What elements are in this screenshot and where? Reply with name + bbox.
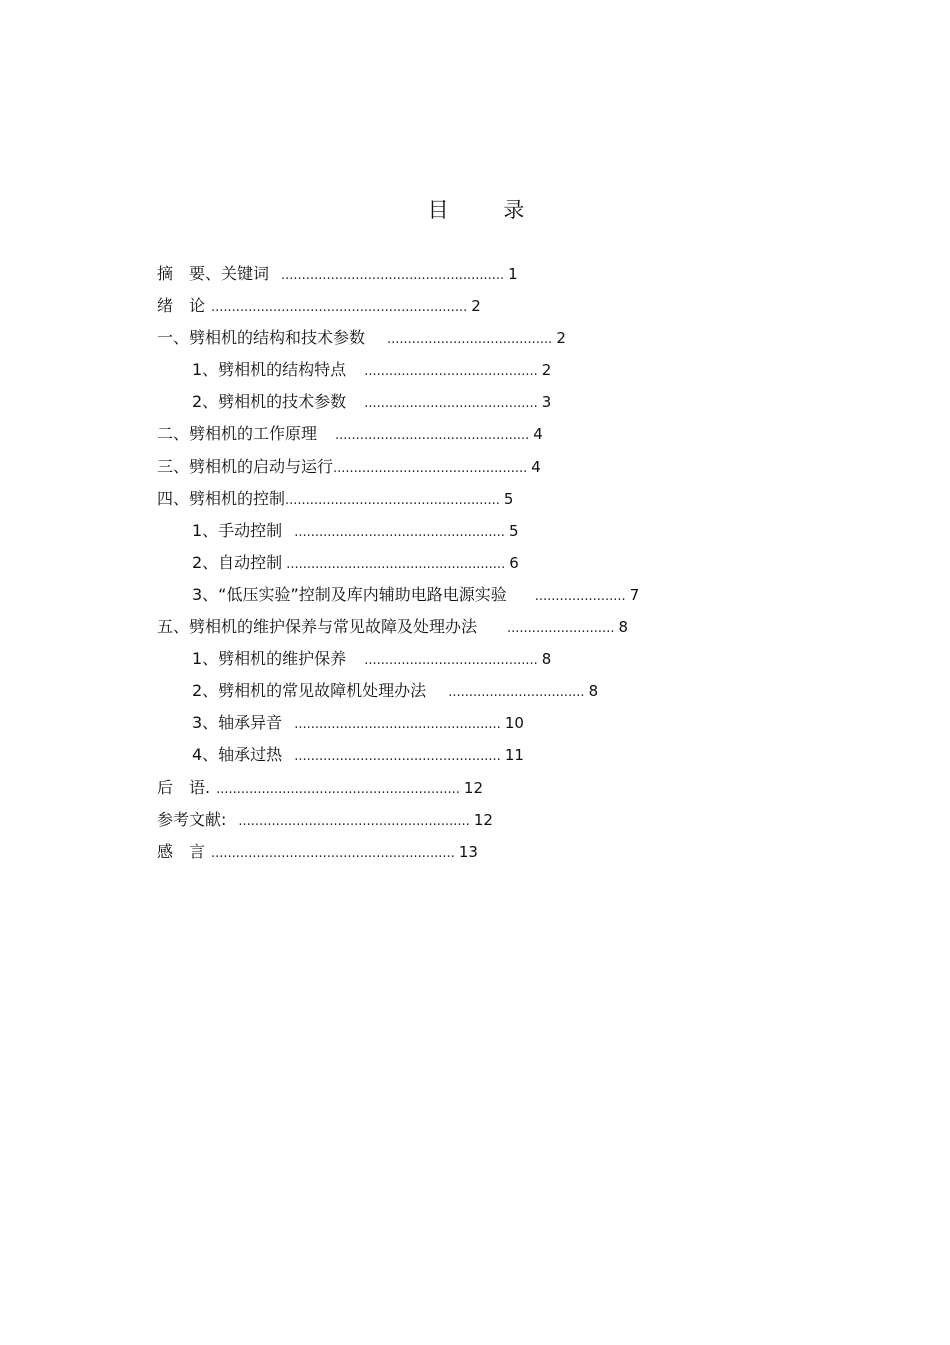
toc-entry-label: 1、手动控制	[192, 520, 283, 540]
toc-entry-page-number: 6	[509, 553, 519, 572]
toc-entry[interactable]	[157, 386, 639, 418]
toc-entry-page-number: 5	[508, 521, 519, 540]
toc-entry-page-number: 10	[504, 714, 524, 733]
toc-entry[interactable]	[157, 354, 639, 386]
toc-entry-label: 2、劈相机的常见故障机处理办法	[192, 681, 427, 701]
toc-entry-label: 1、劈相机的维护保养	[192, 649, 347, 669]
toc-entry[interactable]	[157, 675, 639, 707]
toc-entry-page-number: 4	[533, 425, 543, 444]
toc-entry-leader: ....................................................	[285, 492, 500, 508]
toc-entry-label: 摘 要、关键词	[157, 264, 270, 283]
toc-entry-page-number: 2	[471, 297, 481, 316]
toc-entry-leader: ..................................................	[294, 749, 501, 765]
toc-list	[157, 258, 639, 868]
toc-entry-leader: ...............................................	[333, 460, 528, 476]
toc-entry-label: 四、劈相机的控制	[157, 488, 286, 508]
toc-entry-page-number: 11	[504, 746, 524, 765]
toc-entry-page-number: 4	[531, 457, 541, 476]
toc-entry-page-number: 8	[588, 682, 599, 701]
toc-entry[interactable]	[157, 611, 639, 643]
toc-entry-page-number: 5	[503, 489, 514, 508]
toc-entry[interactable]	[157, 579, 639, 611]
toc-entry[interactable]	[157, 515, 639, 547]
toc-entry-leader: ...........................................................	[216, 781, 460, 797]
toc-entry-page-number: 3	[541, 393, 552, 412]
toc-entry-leader: ...........................................................	[211, 845, 455, 861]
toc-entry[interactable]	[157, 772, 639, 804]
toc-entry-label: 3、“低压实验”控制及库内辅助电路电源实验	[192, 584, 507, 604]
toc-entry-leader: ......................	[534, 588, 626, 604]
toc-entry-leader: ..........................................	[364, 653, 538, 669]
toc-entry[interactable]	[157, 483, 639, 515]
toc-entry[interactable]	[157, 836, 639, 868]
toc-entry-page-number: 12	[473, 810, 493, 829]
toc-title: 目 录	[427, 198, 549, 222]
toc-entry-label: 后 语.	[157, 777, 211, 797]
toc-entry[interactable]	[157, 322, 639, 354]
toc-entry[interactable]	[157, 258, 639, 290]
toc-entry-page-number: 8	[618, 618, 629, 637]
toc-entry-page-number: 2	[556, 329, 566, 348]
toc-entry-label: 绪 论	[157, 296, 206, 316]
toc-entry[interactable]	[157, 451, 639, 483]
toc-entry[interactable]	[157, 418, 639, 450]
toc-entry-label: 2、自动控制	[192, 552, 283, 572]
toc-entry-page-number: 7	[629, 585, 640, 604]
toc-entry-page-number: 13	[458, 842, 478, 861]
toc-entry-label: 1、劈相机的结构特点	[192, 360, 347, 380]
toc-entry-leader: ........................................................	[238, 813, 470, 829]
toc-entry-label: 感 言	[157, 841, 206, 861]
toc-entry-leader: .................................	[448, 685, 585, 701]
toc-entry[interactable]	[157, 290, 639, 322]
toc-entry-label: 3、轴承异音	[192, 713, 283, 733]
toc-entry-label: 一、劈相机的结构和技术参数	[157, 328, 366, 348]
toc-entry-label: 参考文献:	[157, 809, 227, 829]
toc-entry-label: 二、劈相机的工作原理	[157, 424, 318, 444]
toc-entry-label: 三、劈相机的启动与运行	[157, 456, 334, 476]
toc-entry-page-number: 12	[463, 778, 483, 797]
toc-entry-leader: ........................................	[387, 332, 553, 348]
toc-entry-leader: ..................................................	[294, 717, 501, 733]
toc-entry-label: 五、劈相机的维护保养与常见故障及处理办法	[157, 617, 478, 637]
toc-entry-page-number: 8	[541, 650, 552, 669]
toc-entry-leader: ...............................................	[335, 428, 530, 444]
toc-entry-label: 2、劈相机的技术参数	[192, 392, 347, 412]
toc-entry-leader: ..........................	[507, 621, 615, 637]
toc-entry-leader: ...................................................	[294, 524, 505, 540]
toc-entry-page-number: 2	[541, 361, 552, 380]
toc-entry[interactable]	[157, 643, 639, 675]
toc-entry-leader: .....................................................	[286, 556, 506, 572]
toc-entry[interactable]	[157, 739, 639, 771]
toc-entry[interactable]	[157, 707, 639, 739]
toc-entry-label: 4、轴承过热	[192, 745, 283, 765]
toc-entry-leader: ..........................................	[364, 364, 538, 380]
toc-entry-leader: ......................................................	[281, 268, 505, 283]
toc-entry[interactable]	[157, 804, 639, 836]
toc-entry[interactable]	[157, 547, 639, 579]
toc-entry-leader: ..........................................	[364, 396, 538, 412]
toc-entry-page-number: 1	[508, 265, 518, 283]
toc-entry-leader: ..............................................................	[211, 300, 468, 316]
